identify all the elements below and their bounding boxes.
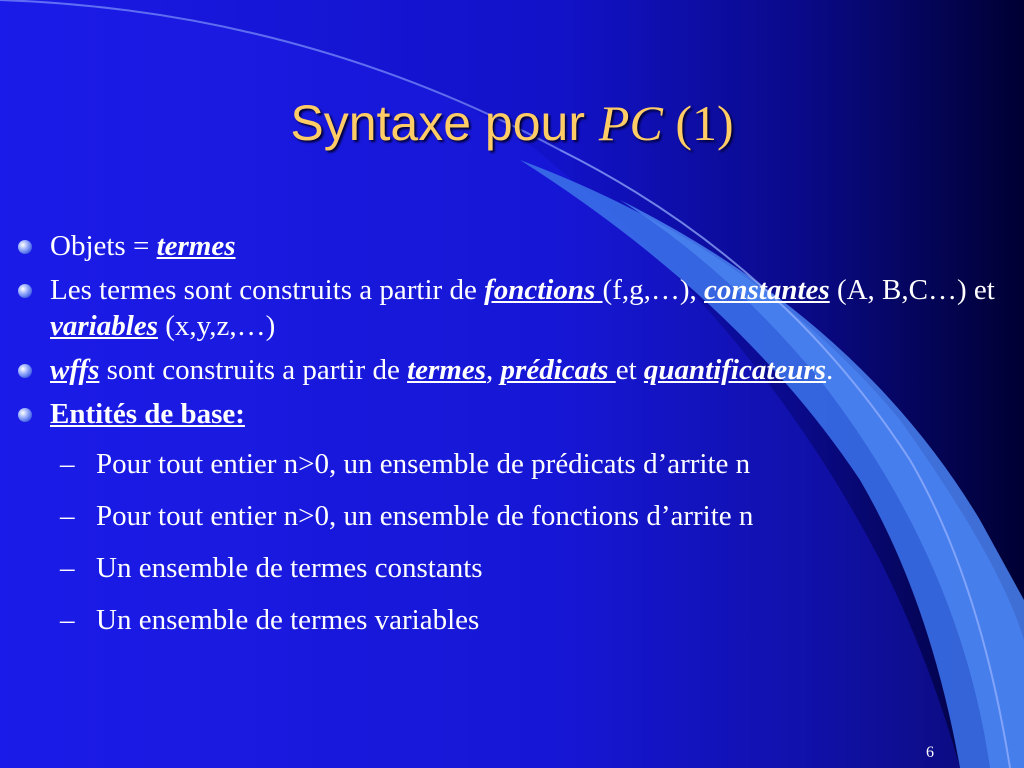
sub-bullet bbox=[14, 498, 1014, 534]
bullet-dot-icon bbox=[18, 364, 32, 378]
dash-icon: – bbox=[60, 604, 75, 636]
slide-title bbox=[0, 95, 1024, 151]
title-suffix: (1) bbox=[662, 95, 734, 151]
sub-bullet-text: Un ensemble de termes constants bbox=[96, 552, 483, 584]
title-text: Syntaxe pour bbox=[290, 95, 599, 151]
bullet-text: Les termes sont construits a partir de bbox=[50, 274, 485, 306]
sub-bullet bbox=[14, 446, 1014, 482]
sub-bullet bbox=[14, 602, 1014, 638]
keyword-termes: termes bbox=[156, 230, 236, 262]
bullet-dot-icon bbox=[18, 240, 32, 254]
bullet-text: sont construits a partir de bbox=[99, 354, 408, 386]
dash-icon: – bbox=[60, 448, 75, 480]
sub-bullet-text: Pour tout entier n>0, un ensemble de fonctions d’arrite n bbox=[96, 500, 754, 532]
bullet-text: (x,y,z,…) bbox=[157, 310, 276, 342]
keyword-fonctions: fonctions bbox=[484, 274, 603, 306]
dash-icon: – bbox=[60, 500, 75, 532]
keyword-constantes: constantes bbox=[704, 274, 830, 306]
heading-entites-de-base: Entités de base: bbox=[50, 398, 245, 430]
keyword-quantificateurs: quantificateurs bbox=[643, 354, 826, 386]
bullet-entites bbox=[14, 396, 1014, 432]
bullet-text: . bbox=[826, 354, 834, 386]
sub-bullet-text: Un ensemble de termes variables bbox=[96, 604, 480, 636]
bullet-text: , bbox=[486, 354, 501, 386]
bullet-termes bbox=[14, 272, 1014, 344]
bullet-dot-icon bbox=[18, 284, 32, 298]
bullet-text: Objets = bbox=[50, 230, 157, 262]
dash-icon: – bbox=[60, 552, 75, 584]
bullet-dot-icon bbox=[18, 408, 32, 422]
keyword-termes: termes bbox=[407, 354, 487, 386]
bullet-objets bbox=[14, 228, 1014, 264]
sub-bullet bbox=[14, 550, 1014, 586]
bullet-text: et bbox=[615, 354, 644, 386]
bullet-wffs bbox=[14, 352, 1014, 388]
bullet-text: (A, B,C…) et bbox=[829, 274, 995, 306]
bullet-text: (f,g,…), bbox=[602, 274, 705, 306]
keyword-variables: variables bbox=[50, 310, 158, 342]
title-pc: PC bbox=[598, 95, 663, 151]
page-number: 6 bbox=[926, 744, 934, 761]
bullet-list bbox=[14, 228, 1014, 654]
keyword-predicats: prédicats bbox=[500, 354, 616, 386]
keyword-wffs: wffs bbox=[50, 354, 100, 386]
sub-bullet-text: Pour tout entier n>0, un ensemble de prédicats d’arrite n bbox=[96, 448, 751, 480]
